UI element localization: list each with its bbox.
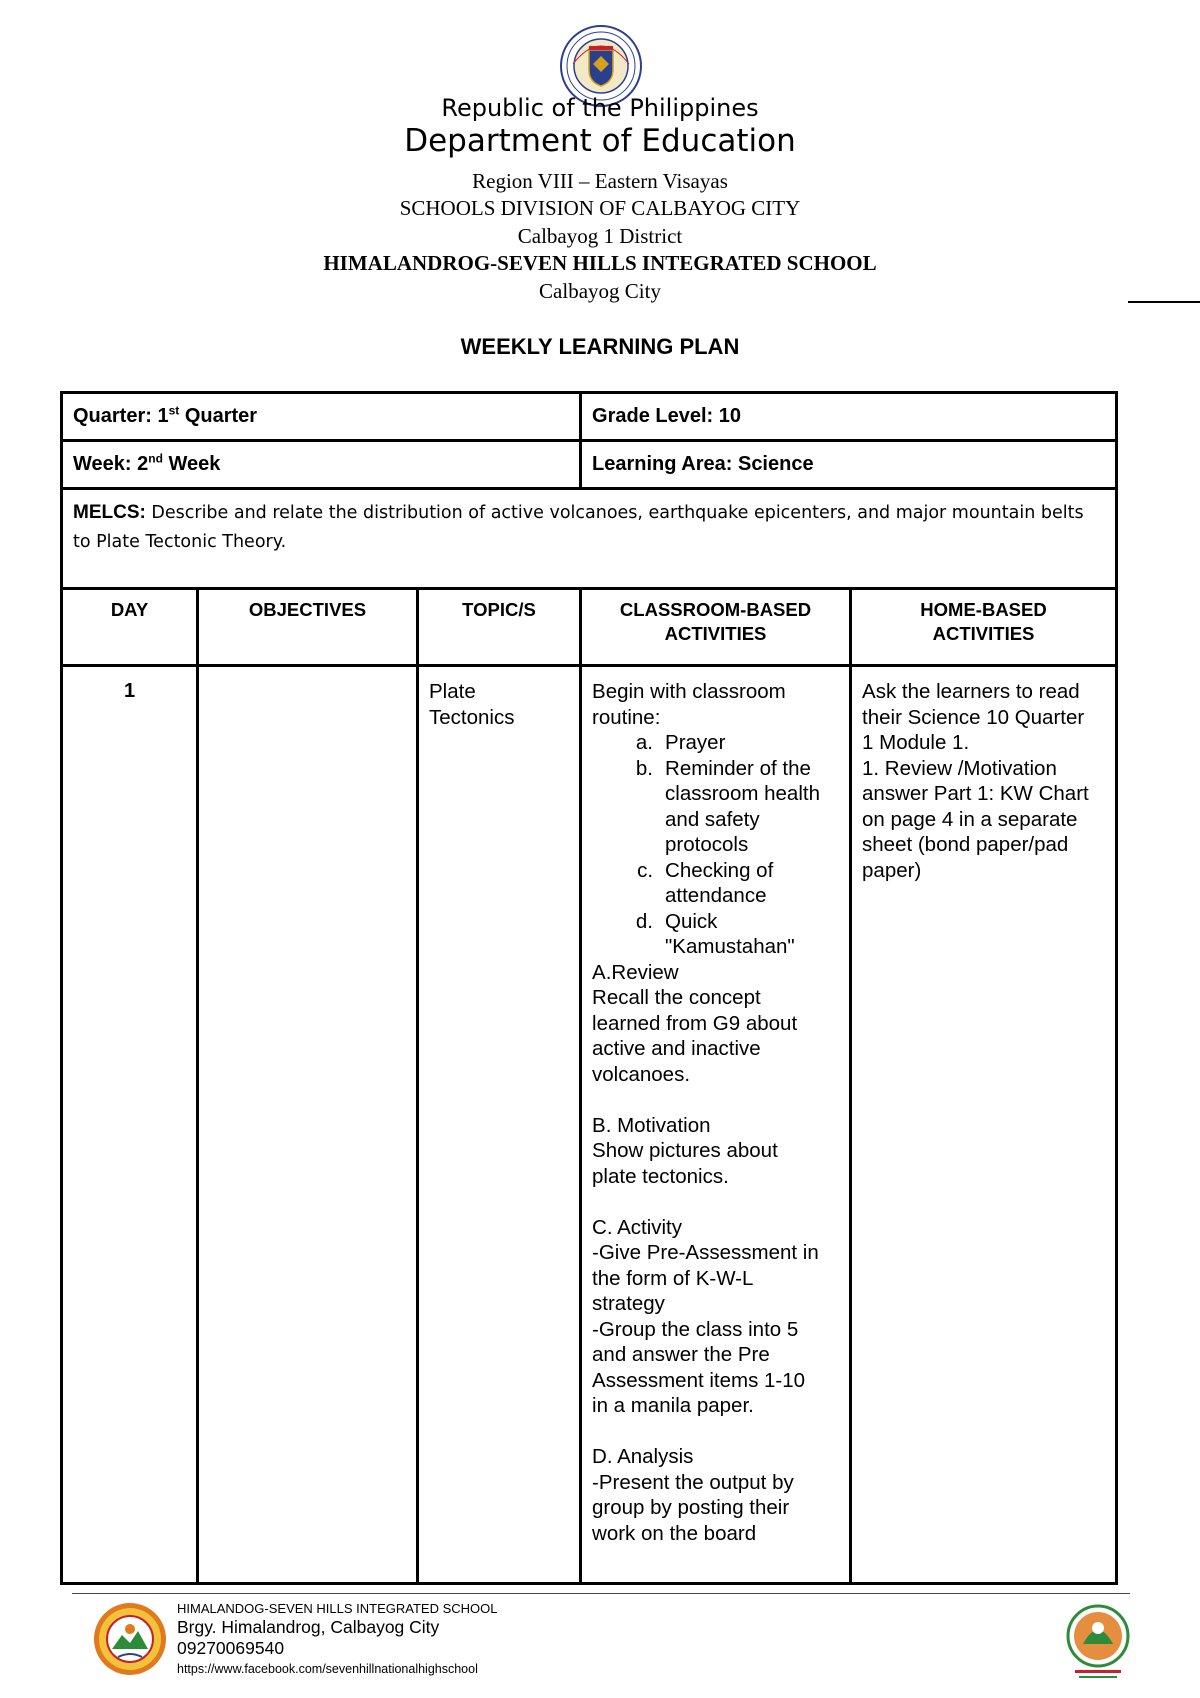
country-name: Republic of the Philippines bbox=[441, 94, 759, 122]
col-home-label-1: HOME-BASED bbox=[920, 599, 1047, 620]
division-logo-icon bbox=[1063, 1604, 1133, 1682]
home-activity-line: Ask the learners to read bbox=[862, 680, 1080, 703]
plan-title: WEEKLY LEARNING PLAN bbox=[460, 334, 740, 359]
week-cell bbox=[62, 441, 581, 489]
learning-area-cell: Learning Area: Science bbox=[581, 441, 1117, 489]
activity-line: and answer the Pre bbox=[592, 1343, 770, 1366]
topic-line: Plate bbox=[429, 680, 476, 703]
division-name: SCHOOLS DIVISION OF CALBAYOG CITY bbox=[399, 196, 801, 220]
routine-text bbox=[665, 858, 839, 909]
review-title: A.Review bbox=[592, 960, 679, 984]
column-header-row bbox=[62, 589, 1117, 666]
review-line: volcanoes. bbox=[592, 1062, 691, 1086]
quarter-row bbox=[62, 393, 1117, 441]
grade-level-cell: Grade Level: 10 bbox=[581, 393, 1117, 441]
col-objectives-label: OBJECTIVES bbox=[248, 599, 367, 620]
melcs-text: Describe and relate the distribution of active volcanoes, earthquake epicenters, and major mountain belts to Plate Tectonic Theory. bbox=[73, 503, 1084, 552]
routine-list bbox=[592, 730, 839, 960]
col-day-label: DAY bbox=[110, 599, 149, 620]
footer-url[interactable]: https://www.facebook.com/sevenhillnationalhighschool bbox=[177, 1662, 478, 1676]
routine-item bbox=[592, 909, 839, 960]
routine-marker: d. bbox=[635, 909, 654, 933]
school-logo-icon bbox=[92, 1601, 168, 1677]
routine-item bbox=[592, 756, 839, 858]
footer-phone: 09270069540 bbox=[177, 1638, 285, 1658]
routine-text-line: "Kamustahan" bbox=[665, 935, 795, 958]
activity-line: -Group the class into 5 bbox=[592, 1317, 799, 1341]
routine-text-line: protocols bbox=[665, 833, 749, 856]
col-objectives-header bbox=[198, 589, 418, 666]
melcs-row bbox=[62, 489, 1117, 589]
classroom-intro-line: routine: bbox=[592, 705, 661, 729]
activity-line: strategy bbox=[592, 1292, 665, 1315]
routine-text bbox=[665, 756, 839, 858]
routine-text-line: Quick bbox=[665, 909, 718, 933]
routine-marker: b. bbox=[635, 756, 654, 780]
routine-text-line: attendance bbox=[665, 884, 767, 907]
learning-plan-table bbox=[60, 391, 1118, 1585]
activity-line: in a manila paper. bbox=[592, 1394, 754, 1417]
col-classroom-header bbox=[581, 589, 851, 666]
home-activity-line: 1 Module 1. bbox=[862, 731, 970, 754]
home-activity-line: sheet (bond paper/pad bbox=[862, 833, 1069, 856]
quarter-cell bbox=[62, 393, 581, 441]
routine-marker: c. bbox=[637, 858, 654, 882]
motivation-lines bbox=[592, 1138, 839, 1189]
footer-address: Brgy. Himalandrog, Calbayog City bbox=[177, 1617, 440, 1637]
analysis-title: D. Analysis bbox=[592, 1445, 694, 1468]
activity-title: C. Activity bbox=[592, 1215, 683, 1239]
analysis-line: group by posting their bbox=[592, 1496, 790, 1519]
quarter-label: Quarter: 1 bbox=[73, 405, 169, 427]
routine-text bbox=[665, 730, 839, 756]
melcs-label: MELCS: bbox=[73, 502, 146, 523]
review-lines bbox=[592, 985, 839, 1087]
quarter-suffix: Quarter bbox=[179, 405, 258, 427]
review-line: active and inactive bbox=[592, 1037, 761, 1060]
day-cell bbox=[62, 666, 198, 1584]
routine-text bbox=[665, 909, 839, 960]
region-name: Region VIII – Eastern Visayas bbox=[472, 169, 728, 193]
footer-divider bbox=[72, 1593, 1130, 1594]
activity-line: Assessment items 1-10 bbox=[592, 1368, 806, 1392]
week-sup: nd bbox=[148, 451, 163, 466]
home-activities-text bbox=[852, 667, 1115, 883]
week-row bbox=[62, 441, 1117, 489]
analysis-lines bbox=[592, 1470, 839, 1547]
week-suffix: Week bbox=[162, 453, 221, 475]
objectives-text bbox=[199, 667, 416, 679]
topics-cell bbox=[418, 666, 581, 1584]
col-classroom-label-2: ACTIVITIES bbox=[664, 623, 767, 644]
objectives-cell bbox=[198, 666, 418, 1584]
classroom-activities-cell bbox=[581, 666, 851, 1584]
day-number: 1 bbox=[123, 680, 136, 702]
motivation-line: plate tectonics. bbox=[592, 1164, 729, 1188]
motivation-line: Show pictures about bbox=[592, 1139, 778, 1162]
district-name: Calbayog 1 District bbox=[517, 224, 683, 248]
routine-marker: a. bbox=[635, 731, 654, 754]
analysis-line: work on the board bbox=[592, 1521, 757, 1545]
week-label: Week: 2 bbox=[73, 453, 149, 475]
col-topics-header bbox=[418, 589, 581, 666]
motivation-title: B. Motivation bbox=[592, 1113, 711, 1137]
analysis-line: -Present the output by bbox=[592, 1470, 794, 1494]
col-home-label-2: ACTIVITIES bbox=[932, 623, 1035, 644]
melcs-cell bbox=[62, 489, 1117, 589]
review-line: Recall the concept bbox=[592, 986, 761, 1009]
city-name: Calbayog City bbox=[539, 279, 661, 303]
routine-item bbox=[592, 858, 839, 909]
review-line: learned from G9 about bbox=[592, 1011, 798, 1035]
home-activity-line: on page 4 in a separate bbox=[862, 807, 1078, 831]
routine-text-line: Prayer bbox=[665, 731, 726, 754]
home-activity-line: paper) bbox=[862, 858, 922, 882]
routine-text-line: Reminder of the bbox=[665, 756, 811, 780]
footer-school: HIMALANDOG-SEVEN HILLS INTEGRATED SCHOOL bbox=[177, 1601, 498, 1616]
routine-item bbox=[592, 730, 839, 756]
activity-line: -Give Pre-Assessment in bbox=[592, 1241, 819, 1264]
home-activity-line: answer Part 1: KW Chart bbox=[862, 782, 1089, 805]
routine-text-line: and safety bbox=[665, 807, 760, 831]
melcs-text-block bbox=[63, 490, 1115, 557]
school-name: HIMALANDROG-SEVEN HILLS INTEGRATED SCHOOL bbox=[323, 251, 877, 275]
home-activity-line: their Science 10 Quarter bbox=[862, 705, 1085, 729]
home-activity-line: 1. Review /Motivation bbox=[862, 756, 1057, 780]
day-row bbox=[62, 666, 1117, 1584]
col-classroom-label-1: CLASSROOM-BASED bbox=[619, 599, 812, 620]
routine-text-line: Checking of bbox=[665, 858, 774, 882]
col-topics-label: TOPIC/S bbox=[462, 599, 536, 620]
activity-line: the form of K-W-L bbox=[592, 1266, 754, 1290]
col-day-header bbox=[62, 589, 198, 666]
classroom-activities-text bbox=[582, 667, 849, 1546]
col-home-header bbox=[851, 589, 1117, 666]
home-activities-cell bbox=[851, 666, 1117, 1584]
activity-lines bbox=[592, 1240, 839, 1419]
topics-text bbox=[419, 667, 579, 730]
routine-text-line: classroom health bbox=[665, 782, 820, 805]
department-name: Department of Education bbox=[404, 123, 796, 159]
quarter-sup: st bbox=[168, 403, 180, 418]
margin-line bbox=[1128, 301, 1200, 303]
topic-line: Tectonics bbox=[429, 705, 515, 729]
classroom-intro-line: Begin with classroom bbox=[592, 680, 786, 703]
